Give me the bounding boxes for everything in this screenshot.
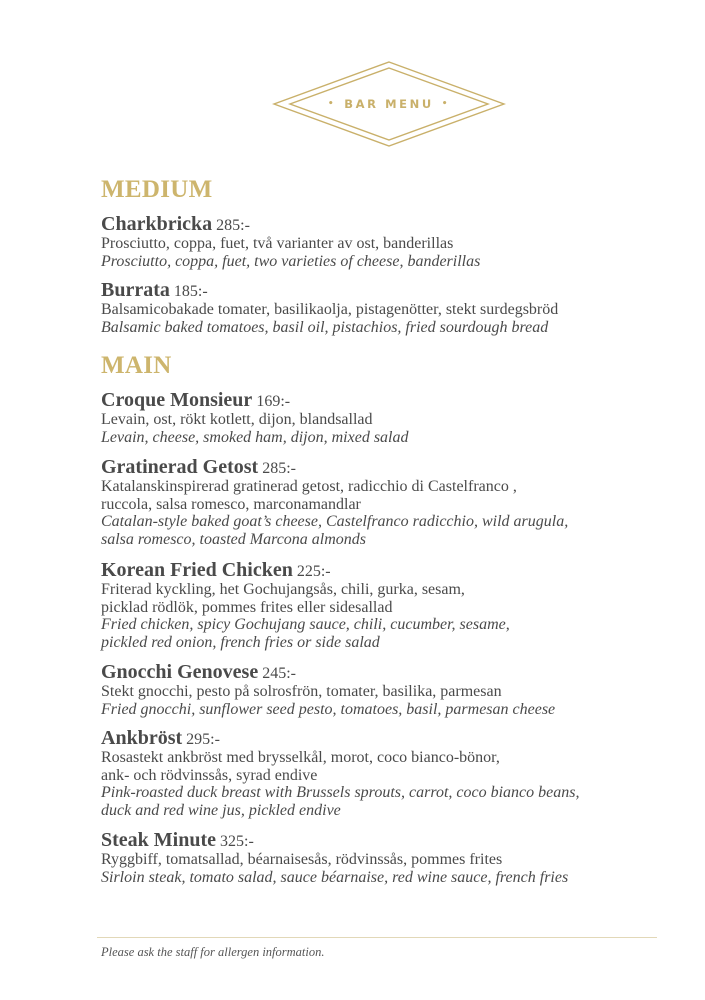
- item-price: 169:-: [256, 393, 291, 410]
- item-name: Gratinerad Getost: [101, 456, 259, 478]
- menu-item-gratinerad-getost: [101, 456, 681, 548]
- item-description-sv: Friterad kyckling, het Gochujangsås, chili, gurka, sesam,: [101, 581, 465, 598]
- item-heading: [101, 559, 681, 581]
- item-description-en: Balsamic baked tomatoes, basil oil, pistachios, fried sourdough bread: [101, 318, 549, 336]
- item-description-sv: Rosastekt ankbröst med brysselkål, morot, coco bianco-bönor,: [101, 749, 500, 766]
- item-price: 325:-: [220, 833, 254, 850]
- item-name: Korean Fried Chicken: [101, 559, 293, 581]
- item-name: Croque Monsieur: [101, 389, 253, 411]
- item-description-en: Sirloin steak, tomato salad, sauce béarnaise, red wine sauce, french fries: [101, 868, 569, 886]
- item-description-en: Fried gnocchi, sunflower seed pesto, tomatoes, basil, parmesan cheese: [101, 700, 556, 718]
- item-description-sv: Katalanskinspirerad gratinerad getost, radicchio di Castelfranco ,: [101, 478, 517, 495]
- item-description-en: salsa romesco, toasted Marcona almonds: [101, 530, 367, 548]
- item-description-sv: Balsamicobakade tomater, basilikaolja, pistagenötter, stekt surdegsbröd: [101, 301, 559, 318]
- item-name: Charkbricka: [101, 213, 213, 235]
- item-description-sv: Ryggbiff, tomatsallad, béarnaisesås, rödvinssås, pommes frites: [101, 851, 503, 868]
- item-name: Steak Minute: [101, 829, 216, 851]
- logo-text: BAR MENU: [344, 97, 434, 111]
- section-title-medium: MEDIUM: [101, 176, 213, 203]
- item-name: Burrata: [101, 279, 170, 301]
- item-heading: [101, 727, 681, 749]
- logo-dot-right: •: [441, 99, 451, 109]
- menu-item-croque-monsieur: [101, 389, 681, 446]
- menu-item-gnocchi-genovese: [101, 661, 681, 718]
- menu-item-korean-fried-chicken: [101, 559, 681, 651]
- footer-divider: [97, 937, 657, 938]
- item-description-en: duck and red wine jus, pickled endive: [101, 801, 341, 819]
- bar-menu-logo: [272, 60, 506, 148]
- item-heading: [101, 829, 681, 851]
- item-heading: [101, 389, 681, 411]
- allergen-note: Please ask the staff for allergen information.: [101, 945, 325, 959]
- section-title-main: MAIN: [101, 352, 172, 379]
- item-heading: [101, 456, 681, 478]
- item-heading: [101, 661, 681, 683]
- item-description-sv: ruccola, salsa romesco, marconamandlar: [101, 495, 361, 513]
- item-description-en: Fried chicken, spicy Gochujang sauce, chili, cucumber, sesame,: [101, 616, 510, 634]
- item-price: 245:-: [262, 665, 296, 682]
- item-description-sv: Stekt gnocchi, pesto på solrosfrön, tomater, basilika, parmesan: [101, 683, 502, 700]
- menu-item-ankbrost: [101, 727, 681, 819]
- item-description-en: Catalan-style baked goat’s cheese, Castelfranco radicchio, wild arugula,: [101, 513, 569, 531]
- item-description-en: Prosciutto, coppa, fuet, two varieties of cheese, banderillas: [101, 252, 481, 270]
- item-price: 285:-: [262, 460, 296, 477]
- item-heading: [101, 279, 681, 301]
- menu-item-steak-minute: [101, 829, 681, 886]
- item-description-sv: Prosciutto, coppa, fuet, två varianter av ost, banderillas: [101, 235, 454, 252]
- menu-item-charkbricka: [101, 213, 681, 270]
- item-name: Gnocchi Genovese: [101, 661, 259, 683]
- item-price: 185:-: [173, 283, 208, 300]
- item-description-en: Levain, cheese, smoked ham, dijon, mixed salad: [101, 428, 409, 446]
- logo-dot-left: •: [327, 99, 337, 109]
- item-price: 285:-: [216, 217, 250, 234]
- menu-item-burrata: [101, 279, 681, 336]
- item-description-sv: ank- och rödvinssås, syrad endive: [101, 766, 318, 784]
- item-description-en: Pink-roasted duck breast with Brussels sprouts, carrot, coco bianco beans,: [101, 784, 580, 802]
- item-price: 225:-: [296, 563, 331, 580]
- item-price: 295:-: [186, 731, 220, 748]
- item-description-en: pickled red onion, french fries or side salad: [101, 633, 380, 651]
- item-heading: [101, 213, 681, 235]
- item-description-sv: Levain, ost, rökt kotlett, dijon, blandsallad: [101, 411, 373, 428]
- logo-title: [272, 60, 506, 148]
- item-name: Ankbröst: [101, 727, 183, 749]
- item-description-sv: picklad rödlök, pommes frites eller sidesallad: [101, 598, 393, 616]
